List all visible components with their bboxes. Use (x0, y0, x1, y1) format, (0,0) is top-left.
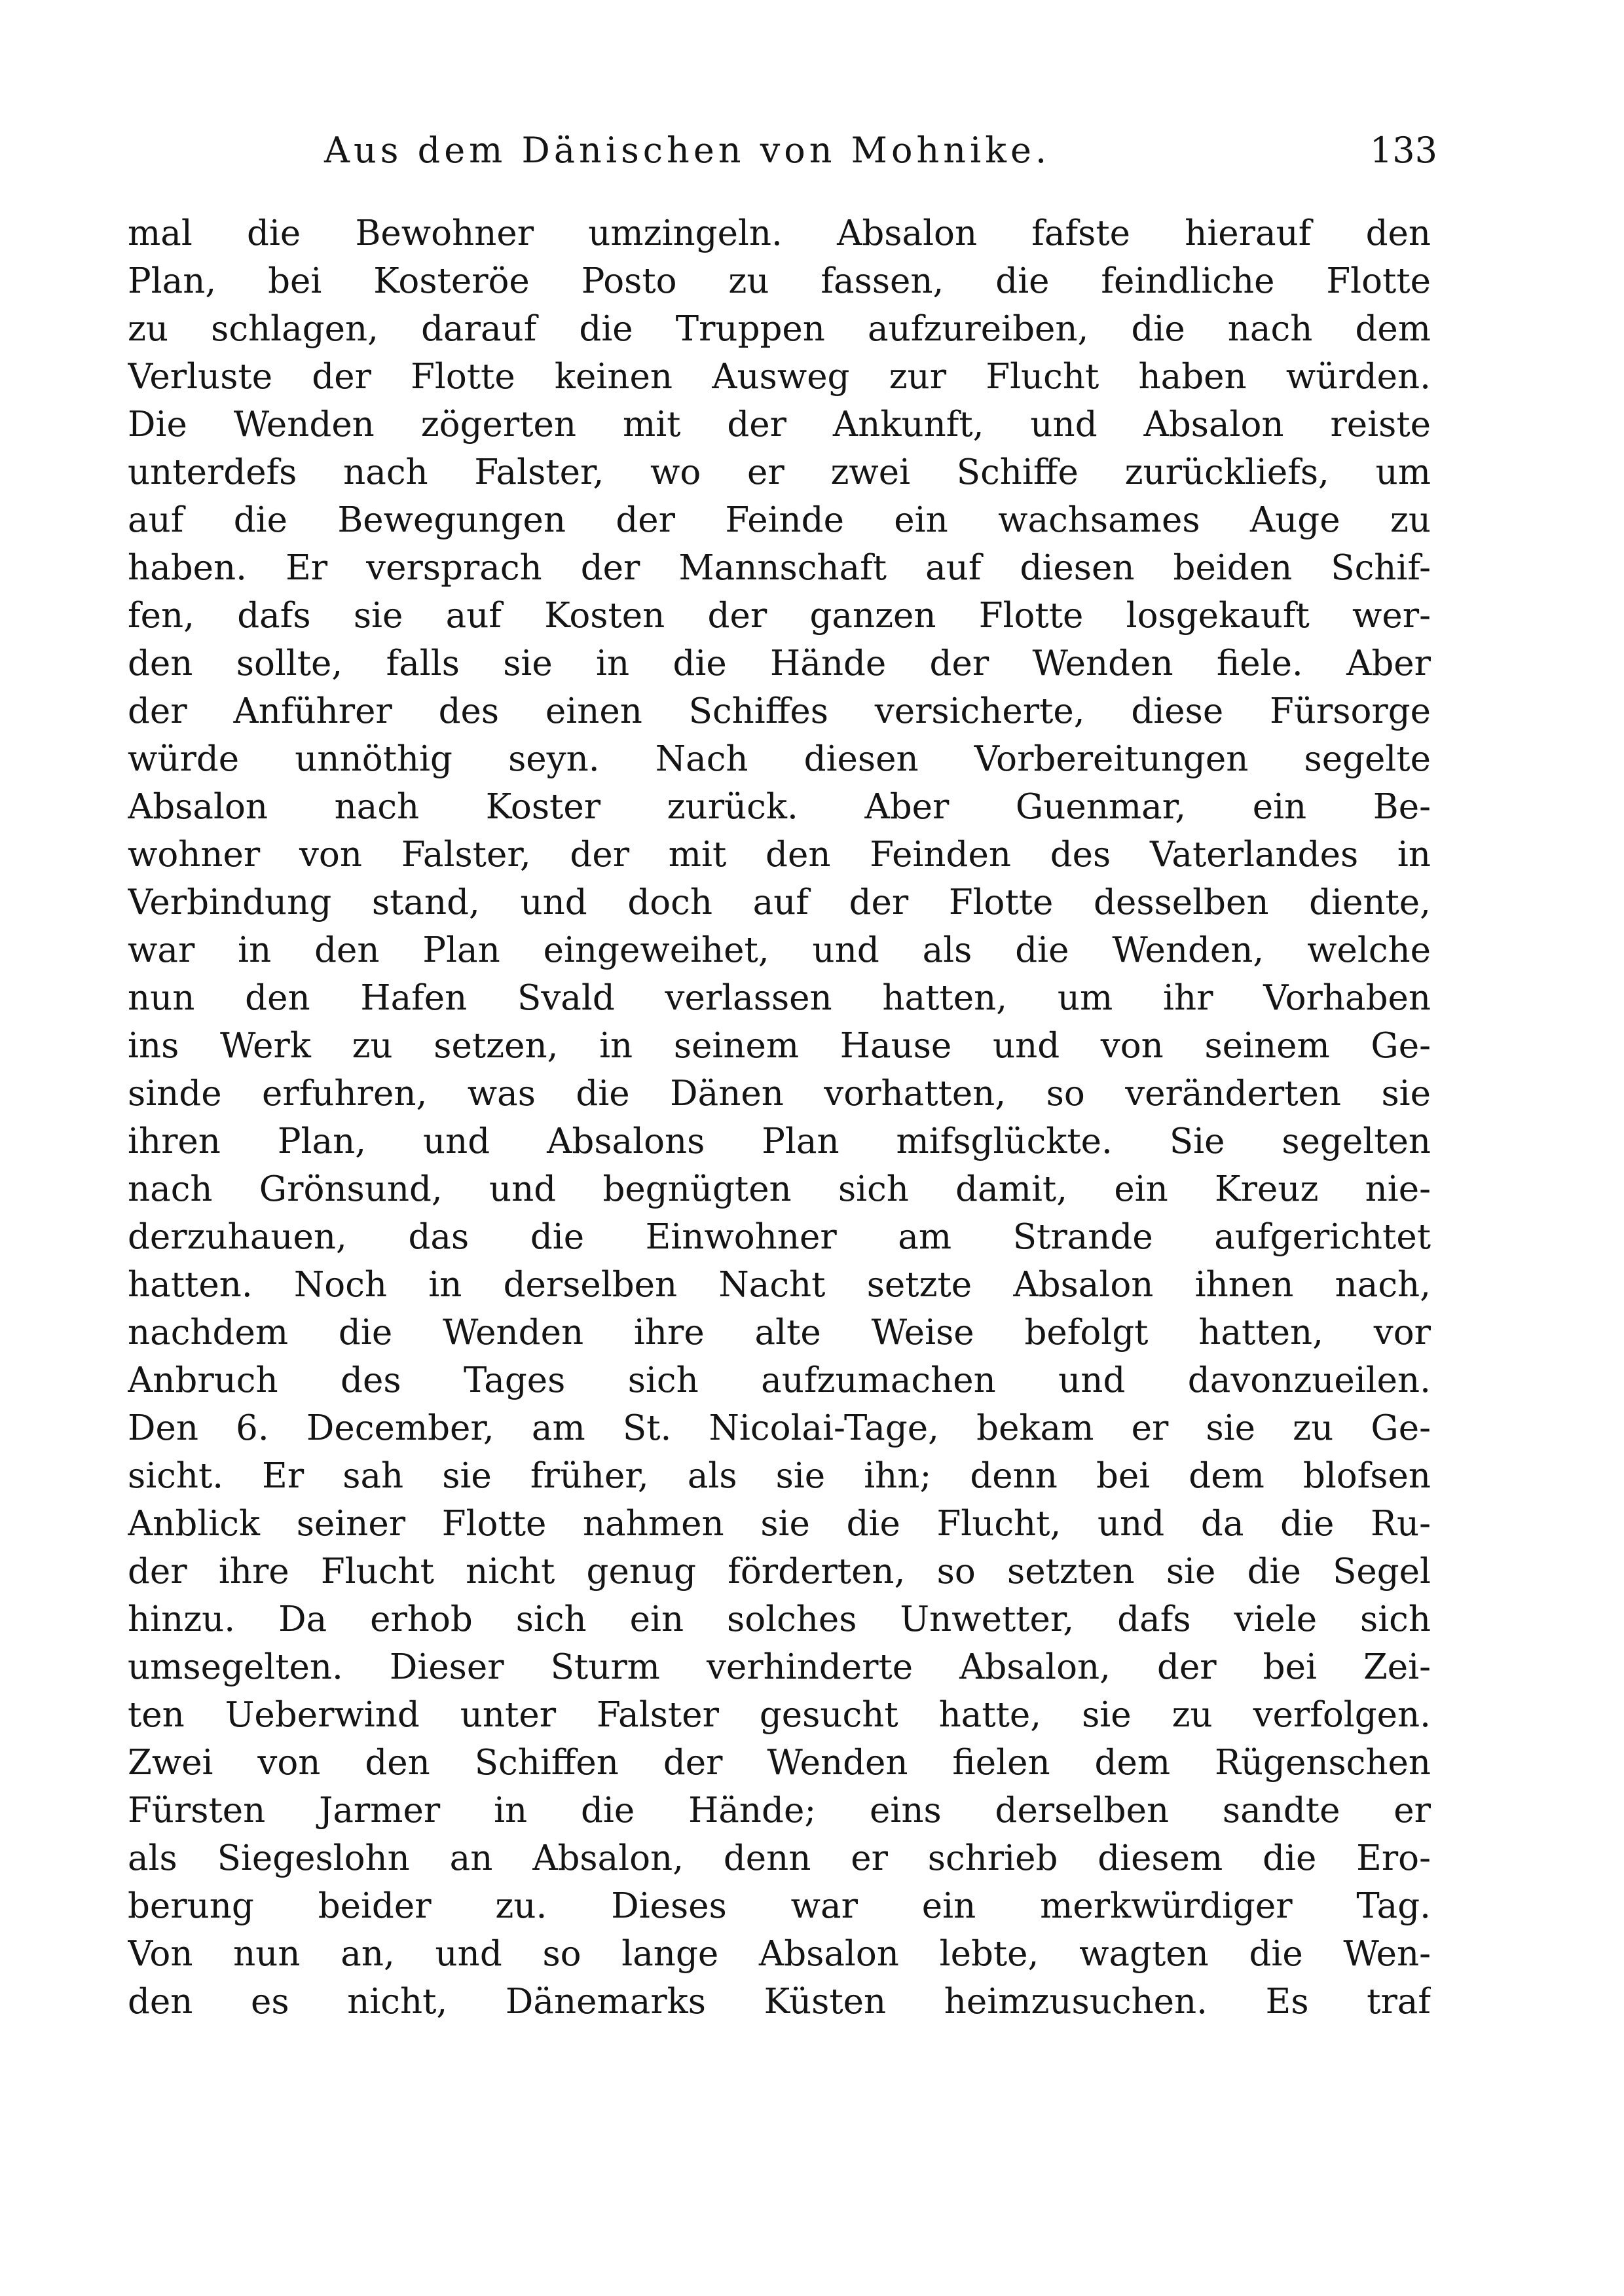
text-line: Fürsten Jarmer in die Hände; eins derselben sandte er (128, 1791, 1431, 1831)
text-line: war in den Plan eingeweihet, und als die Wenden, welche (128, 930, 1431, 970)
text-line: der ihre Flucht nicht genug förderten, so setzten sie die Segel (128, 1552, 1431, 1592)
text-line: würde unnöthig seyn. Nach diesen Vorbereitungen segelte (128, 739, 1431, 779)
text-line: umsegelten. Dieser Sturm verhinderte Absalon, der bei Zei- (128, 1647, 1431, 1687)
text-line: Die Wenden zögerten mit der Ankunft, und Absalon reiste (128, 405, 1431, 445)
text-line: sinde erfuhren, was die Dänen vorhatten, so veränderten sie (128, 1074, 1431, 1114)
text-line: berung beider zu. Dieses war ein merkwürdiger Tag. (128, 1886, 1431, 1926)
page-number: 133 (1369, 130, 1437, 171)
text-line: Plan, bei Kosteröe Posto zu fassen, die feindliche Flotte (128, 261, 1431, 301)
running-title: Aus dem Dänischen von Mohnike. (324, 130, 1051, 171)
text-line: ins Werk zu setzen, in seinem Hause und von seinem Ge- (128, 1026, 1431, 1066)
text-line: Den 6. December, am St. Nicolai-Tage, bekam er sie zu Ge- (128, 1408, 1431, 1448)
text-line: fen, dafs sie auf Kosten der ganzen Flotte losgekauft wer- (128, 596, 1431, 636)
text-line: Absalon nach Koster zurück. Aber Guenmar, ein Be- (128, 787, 1431, 827)
text-line: Von nun an, und so lange Absalon lebte, wagten die Wen- (128, 1934, 1431, 1974)
text-line: hatten. Noch in derselben Nacht setzte Absalon ihnen nach, (128, 1265, 1431, 1305)
text-line: mal die Bewohner umzingeln. Absalon fafste hierauf den (128, 213, 1431, 253)
text-line: Verbindung stand, und doch auf der Flotte desselben diente, (128, 883, 1431, 922)
text-line: nachdem die Wenden ihre alte Weise befolgt hatten, vor (128, 1313, 1431, 1353)
running-head (324, 124, 1437, 177)
text-line: ten Ueberwind unter Falster gesucht hatte, sie zu verfolgen. (128, 1695, 1431, 1735)
text-line: derzuhauen, das die Einwohner am Strande aufgerichtet (128, 1217, 1431, 1257)
text-line: ihren Plan, und Absalons Plan mifsglückte. Sie segelten (128, 1121, 1431, 1161)
text-line: nach Grönsund, und begnügten sich damit, ein Kreuz nie- (128, 1169, 1431, 1209)
text-line: als Siegeslohn an Absalon, denn er schrieb diesem die Ero- (128, 1838, 1431, 1878)
body-text (128, 210, 1431, 2026)
text-line: unterdefs nach Falster, wo er zwei Schiffe zurückliefs, um (128, 452, 1431, 492)
text-line: Anbruch des Tages sich aufzumachen und davonzueilen. (128, 1360, 1431, 1400)
text-line: Anblick seiner Flotte nahmen sie die Flucht, und da die Ru- (128, 1504, 1431, 1544)
text-line: auf die Bewegungen der Feinde ein wachsames Auge zu (128, 500, 1431, 540)
text-line: den es nicht, Dänemarks Küsten heimzusuchen. Es traf (128, 1982, 1431, 2022)
text-line: haben. Er versprach der Mannschaft auf diesen beiden Schif- (128, 548, 1431, 588)
text-line: den sollte, falls sie in die Hände der Wenden fiele. Aber (128, 644, 1431, 683)
text-line: zu schlagen, darauf die Truppen aufzureiben, die nach dem (128, 309, 1431, 349)
text-line: Verluste der Flotte keinen Ausweg zur Flucht haben würden. (128, 357, 1431, 397)
text-line: sicht. Er sah sie früher, als sie ihn; denn bei dem blofsen (128, 1456, 1431, 1496)
text-line: wohner von Falster, der mit den Feinden des Vaterlandes in (128, 835, 1431, 875)
text-line: hinzu. Da erhob sich ein solches Unwetter, dafs viele sich (128, 1599, 1431, 1639)
text-line: Zwei von den Schiffen der Wenden fielen dem Rügenschen (128, 1743, 1431, 1783)
text-line: nun den Hafen Svald verlassen hatten, um ihr Vorhaben (128, 978, 1431, 1018)
text-line: der Anführer des einen Schiffes versicherte, diese Fürsorge (128, 691, 1431, 731)
